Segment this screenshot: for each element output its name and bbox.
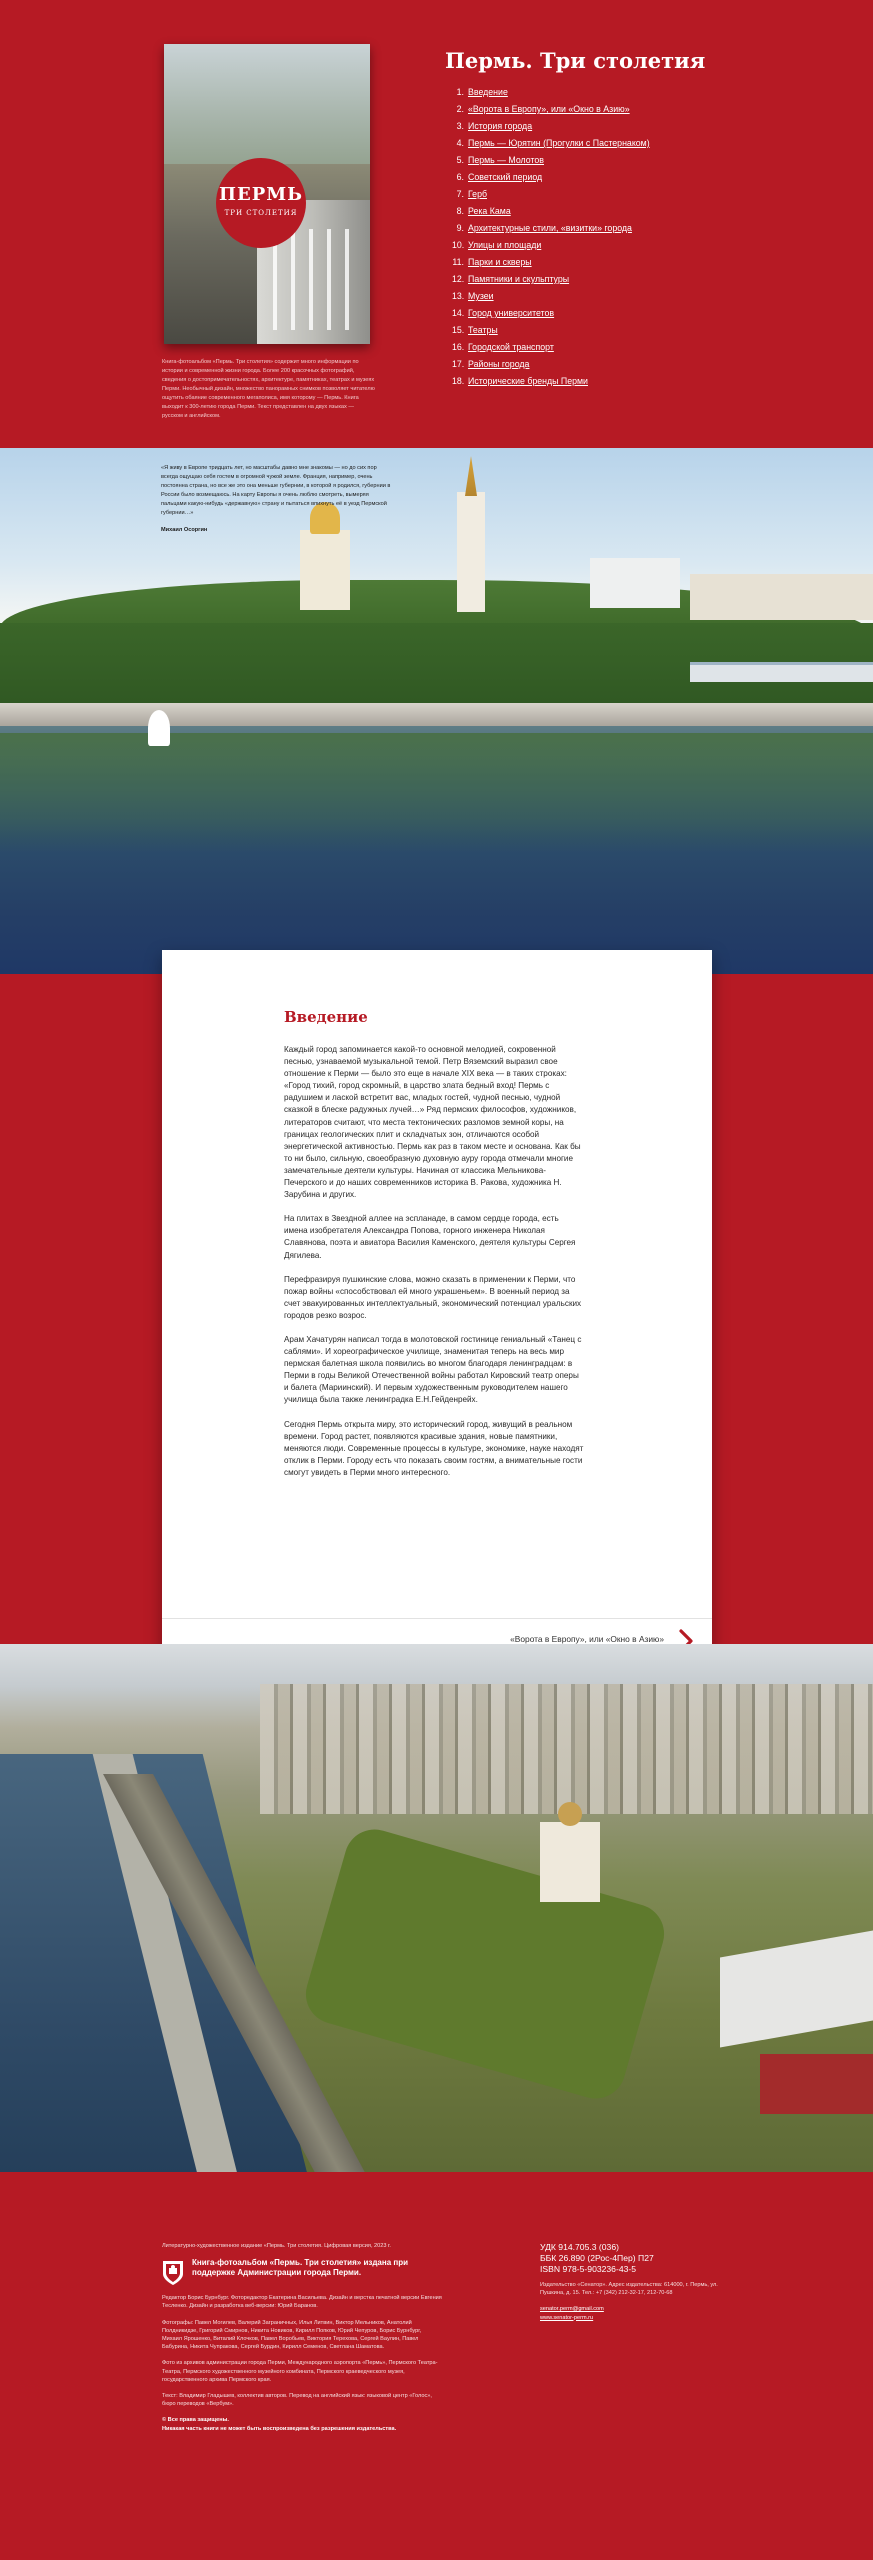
- credits-authors: Текст: Владимир Гладышев, коллектив авторов. Перевод на английский язык: языковой центр «Голос», бюро переводов «Вербум».: [162, 2393, 432, 2408]
- toc-link[interactable]: Пермь — Юрятин (Прогулки с Пастернаком): [468, 138, 650, 148]
- photo-bell-tower: [457, 492, 485, 612]
- edition-line: Литературно-художественное издание «Пермь. Три столетия. Цифровая версия, 2023 г.: [162, 2243, 391, 2249]
- cover-subtitle: ТРИ СТОЛЕТИЯ: [224, 209, 298, 217]
- toc-item[interactable]: 7. Герб: [456, 189, 487, 199]
- intro-paragraph: Перефразируя пушкинские слова, можно сказать в применении к Перми, что пожар войны «способствовал ей много украшеньем». В военный период за счет эвакуированных интеллектуальный, экономический потенциал уральских городов резко возрос.: [284, 1274, 582, 1320]
- toc-link[interactable]: Советский период: [468, 172, 543, 182]
- perm-coat-of-arms-icon: [162, 2260, 184, 2286]
- toc-link[interactable]: Районы города: [468, 359, 530, 369]
- toc-item[interactable]: 10. Улицы и площади: [452, 240, 542, 250]
- cover-title: ПЕРМЬ: [218, 184, 304, 205]
- support-note: Книга-фотоальбом «Пермь. Три столетия» издана при поддержке Администрации города Перми.: [192, 2258, 408, 2278]
- photo-cathedral: [540, 1822, 600, 1902]
- toc-link[interactable]: Архитектурные стили, «визитки» города: [468, 223, 632, 233]
- toc-link[interactable]: Город университетов: [468, 308, 555, 318]
- toc-link[interactable]: «Ворота в Европу», или «Окно в Азию»: [468, 104, 630, 114]
- photo-park: [299, 1822, 671, 2105]
- kama-river-photo: [0, 448, 873, 974]
- credits-photographers: Фотографы: Павел Могилев, Валерий Заграничных, Илья Литвин, Виктор Мельников, Анатолий Полдникидзе, Григорий Смирнов, Никита Новиков, Кирилл Попков, Юрий Чепуров, Борис Бурнбург, Михаил Ярошенко, Виталий Клочков, Павел Воробьев, Виктория Терехова, Сергей Ваулин, Павел Бабурина, Никита Чупракова, Сергей Бурдин, Кирилл Семенов, Светлана Шаматова.: [162, 2319, 422, 2351]
- toc-item[interactable]: 15. Театры: [452, 325, 498, 335]
- publisher-info: Издательство «Сенатор». Адрес издательства: 614000, г. Пермь, ул. Пушкина, д. 15. Тел.: +7 (342) 212-32-17, 212-70-68: [540, 2282, 718, 2297]
- toc-link[interactable]: Улицы и площади: [468, 240, 542, 250]
- footer-credits: [162, 2242, 442, 2433]
- isbn-code: ISBN 978-5-903236-43-5: [540, 2264, 637, 2274]
- photo-church: [300, 530, 350, 610]
- intro-card: [162, 950, 712, 1666]
- cover-title-badge: [216, 158, 306, 248]
- photo-ship: [690, 662, 873, 682]
- toc-link[interactable]: Театры: [468, 325, 498, 335]
- aerial-city-photo: [0, 1644, 873, 2172]
- photo-embankment: [0, 703, 873, 727]
- intro-paragraph: Каждый город запоминается какой-то основной мелодией, сокровенной песнью, узнаваемой музыкальной темой. Петр Вяземский выразил свое отношение к Перми — было это еще в начале XIX века — в таких строках: «Город тихий, город скромный, в царство злата бедный вход! Пермь с радушием и лаской встретит вас, младых гостей, чудной песнью, чудной сказкой в блеске радужных лучей…» Ряд пермских философов, художников, литераторов считают, что места тектонических разломов земной коры, на границах геологических плит и складчатых зон, отличаются особой энергетической активностью. Пермь как раз в таком месте и основана. Как бы то ни было, сильную, своеобразную духовную ауру города отмечали многие замечательные деятели культуры. Начиная от классика Мельникова-Печерского и до наших современников историка В. Ракова, художника Н. Зарубина и других.: [284, 1045, 581, 1200]
- toc-item[interactable]: 4. Пермь — Юрятин (Прогулки с Пастернаком): [456, 138, 650, 148]
- toc-item[interactable]: 18. Исторические бренды Перми: [452, 376, 588, 386]
- page-title: Пермь. Три столетия: [445, 48, 706, 73]
- quote-author: Михаил Осоргин: [161, 527, 208, 533]
- toc-item[interactable]: 11. Парки и скверы: [452, 257, 532, 267]
- toc-link[interactable]: Герб: [468, 189, 487, 199]
- next-chapter-link[interactable]: «Ворота в Европу», или «Окно в Азию»: [510, 1634, 664, 1644]
- toc-item[interactable]: 3. История города: [456, 121, 533, 131]
- toc-item[interactable]: 14. Город университетов: [452, 308, 555, 318]
- intro-heading: Введение: [284, 1008, 368, 1026]
- photo-building: [590, 558, 680, 608]
- rights-note: Никакая часть книги не может быть воспроизведена без разрешения издательства.: [162, 2425, 397, 2432]
- book-cover-image: [164, 44, 370, 344]
- publisher-site-link[interactable]: www.senator-perm.ru: [540, 2314, 594, 2321]
- intro-paragraph: Сегодня Пермь открыта миру, это исторический город, живущий в реальном времени. Город растет, появляются красивые здания, новые памятники, меняются люди. Современные процессы в культуре, экономике, науке находят отклик в Перми. Городу есть что показать своим гостям, а внимательные гости смогут увидеть в Перми много интересного.: [284, 1419, 584, 1477]
- toc-item[interactable]: 17. Районы города: [452, 359, 530, 369]
- quote-block: [161, 464, 393, 535]
- photo-town-blocks: [260, 1684, 873, 1814]
- photo-buoy: [148, 710, 170, 746]
- toc-link[interactable]: История города: [468, 121, 533, 131]
- credits-archives: Фото из архивов администрации города Перми, Международного аэропорта «Пермь», Пермского Театра-Театра, Пермского художественного музейного комбината, Пермского краеведческого музея, государственного архива Пермского края.: [162, 2360, 438, 2383]
- toc-item[interactable]: 5. Пермь — Молотов: [456, 155, 544, 165]
- card-divider: [162, 1618, 712, 1619]
- footer-publisher: [540, 2242, 720, 2322]
- photo-building-river-station: [690, 574, 873, 620]
- toc-item[interactable]: 12. Памятники и скульптуры: [452, 274, 570, 284]
- toc-link[interactable]: Музеи: [468, 291, 494, 301]
- toc-item[interactable]: 6. Советский период: [456, 172, 543, 182]
- intro-body: [284, 1044, 584, 1491]
- intro-paragraph: На плитах в Звездной аллее на эспланаде, в самом сердце города, есть имена изобретателя Александра Попова, горного инженера Николая Славянова, поэта и авиатора Василия Каменского, деятеля культуры Сергея Дягилева.: [284, 1214, 576, 1260]
- toc-item[interactable]: 16. Городской транспорт: [452, 342, 554, 352]
- photo-building-red-roof: [760, 2054, 873, 2114]
- bbk-code: ББК 26.890 (2Рос-4Пер) П27: [540, 2253, 654, 2263]
- toc-item[interactable]: 9. Архитектурные стили, «визитки» города: [456, 223, 632, 233]
- toc-item[interactable]: 1. Введение: [456, 87, 508, 97]
- quote-text: «Я живу в Европе тридцать лет, но масштабы давно мне знакомы — но до сих пор всегда ощущаю себя гостем в огромной чужой земле. Франция, например, очень постоянна страна, но все же это она меньше губернии, в которой я родился, губернии в России было возмещаюсь. На карту Европы я очень люблю смотреть, вымеряя пальцами какую-нибудь «державную» страну и пытаться впихнуть её в уезд Пермской губернии…»: [161, 465, 391, 516]
- udk-code: УДК 914.705.3 (036): [540, 2242, 619, 2252]
- toc-link[interactable]: Парки и скверы: [468, 257, 532, 267]
- toc-item[interactable]: 13. Музеи: [452, 291, 494, 301]
- table-of-contents: [452, 84, 712, 390]
- toc-link[interactable]: Городской транспорт: [468, 342, 554, 352]
- toc-link[interactable]: Река Кама: [468, 206, 511, 216]
- toc-link[interactable]: Введение: [468, 87, 508, 97]
- publisher-email-link[interactable]: senator.perm@gmail.com: [540, 2306, 604, 2313]
- toc-link[interactable]: Пермь — Молотов: [468, 155, 544, 165]
- toc-item[interactable]: 8. Река Кама: [456, 206, 511, 216]
- toc-item[interactable]: 2. «Ворота в Европу», или «Окно в Азию»: [456, 104, 630, 114]
- intro-paragraph: Арам Хачатурян написал тогда в молотовской гостинице гениальный «Танец с саблями». И хореографическое училище, знаменитая теперь на весь мир пермская балетная школа появились во многом благодаря ленинградцам: в Перми в годы Великой Отечественной войны работал Кировский театр оперы и балета (Мариинский). И первым художественным руководителем нашего училища была также ленинградка Е.Н.Гейденрейх.: [284, 1334, 582, 1405]
- book-caption: Книга-фотоальбом «Пермь. Три столетия» содержит много информации по истории и современной жизни города. Более 200 красочных фотографий, сведения о достопримечательностях, архитектуре, памятниках, театрах и музеях Перми. Необычный дизайн, множество панорамных снимков позволяет читателю ощутить обаяние современного мегаполиса, имя которому — Пермь. Книга выходит к 300-летию города Перми. Текст представлен на двух языках — русском и английском.: [162, 359, 375, 419]
- photo-building-white: [720, 1931, 873, 2048]
- toc-link[interactable]: Исторические бренды Перми: [468, 376, 588, 386]
- photo-reflection: [0, 733, 873, 853]
- hero-section: [0, 0, 873, 448]
- credits-editors: Редактор Борис Бурнбург. Фоторедактор Екатерина Васильева. Дизайн и верстка печатной версии Евгения Тесленко. Дизайн и разработка веб-версии: Юрий Баранов.: [162, 2295, 442, 2310]
- toc-link[interactable]: Памятники и скульптуры: [468, 274, 570, 284]
- rights-line: © Все права защищены.: [162, 2417, 229, 2424]
